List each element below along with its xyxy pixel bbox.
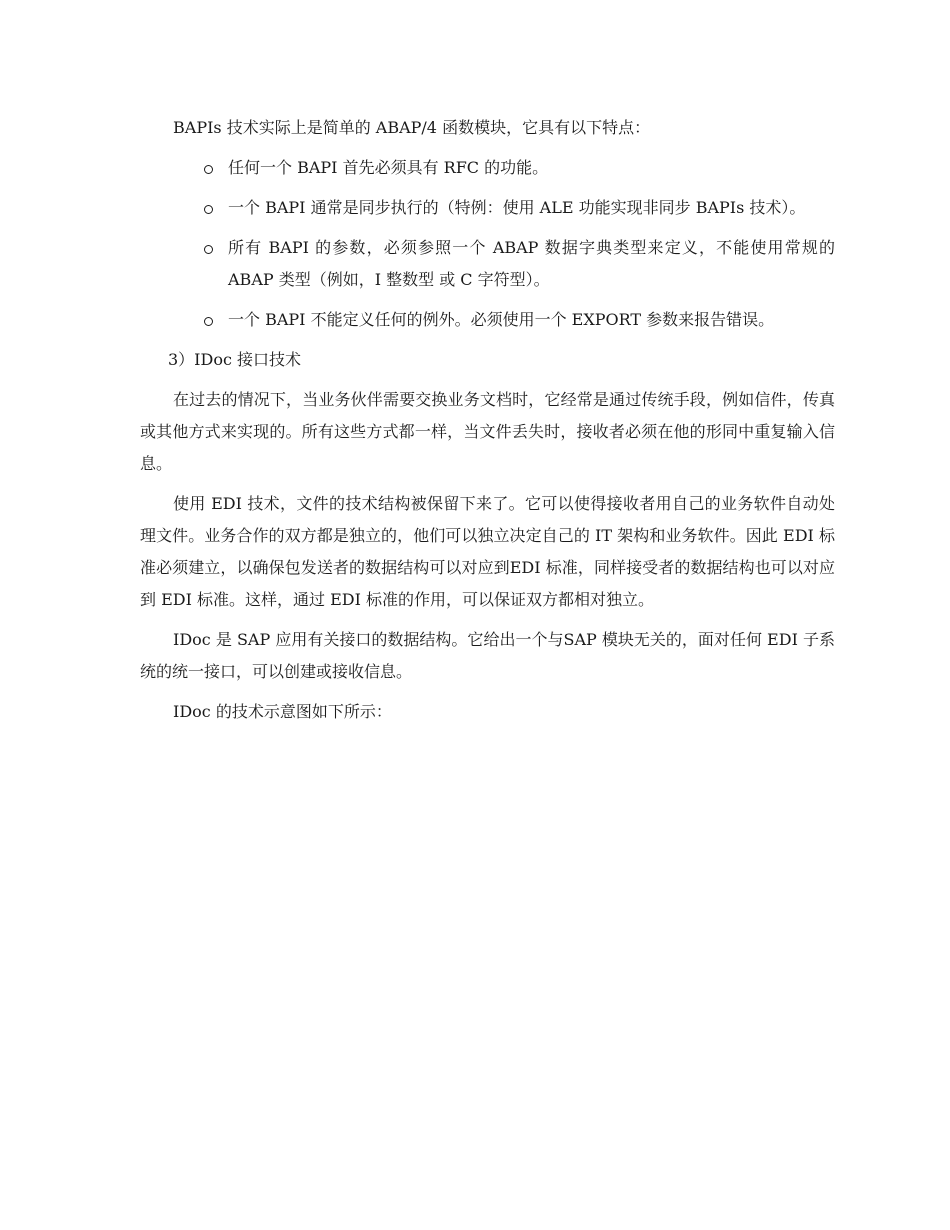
body-paragraph: IDoc 的技术示意图如下所示： — [173, 702, 392, 721]
list-item — [140, 192, 835, 224]
circle-bullet-icon — [202, 192, 216, 224]
body-paragraph: 在过去的情况下，当业务伙伴需要交换业务文档时，它经常是通过传统手段，例如信件，传真或其他方式来实现的。所有这些方式都一样，当文件丢失时，接收者必须在他的形同中重复输入信息。 — [140, 390, 835, 473]
body-paragraph: IDoc 是 SAP 应用有关接口的数据结构。它给出一个与SAP 模块无关的，面对任何 EDI 子系统的统一接口，可以创建或接收信息。 — [140, 630, 835, 681]
circle-bullet-icon — [202, 232, 216, 264]
bapi-feature-list — [140, 152, 835, 336]
circle-bullet-icon — [202, 304, 216, 336]
list-item-text: 任何一个 BAPI 首先必须具有 RFC 的功能。 — [228, 158, 549, 177]
section-heading: 3）IDoc 接口技术 — [168, 350, 302, 369]
list-item — [140, 304, 835, 336]
list-item-text: 一个 BAPI 通常是同步执行的（特例：使用 ALE 功能实现非同步 BAPIs 技术）。 — [228, 198, 806, 217]
list-item — [140, 152, 835, 184]
circle-bullet-icon — [202, 152, 216, 184]
intro-paragraph: BAPIs 技术实际上是简单的 ABAP/4 函数模块，它具有以下特点： — [173, 118, 651, 137]
list-item-text: 一个 BAPI 不能定义任何的例外。必须使用一个 EXPORT 参数来报告错误。 — [228, 310, 775, 329]
document-body — [140, 112, 835, 736]
list-item-text: 所有 BAPI 的参数，必须参照一个 ABAP 数据字典类型来定义，不能使用常规的 ABAP 类型（例如，I 整数型 或 C 字符型）。 — [228, 238, 835, 289]
body-paragraph: 使用 EDI 技术，文件的技术结构被保留下来了。它可以使得接收者用自己的业务软件自动处理文件。业务合作的双方都是独立的，他们可以独立决定自己的 IT 架构和业务软件。因此 EDI 标准必须建立，以确保包发送者的数据结构可以对应到EDI 标准，同样接受者的数据结构也可以对应到 EDI 标准。这样，通过 EDI 标准的作用，可以保证双方都相对独立。 — [140, 494, 835, 609]
list-item — [140, 232, 835, 296]
